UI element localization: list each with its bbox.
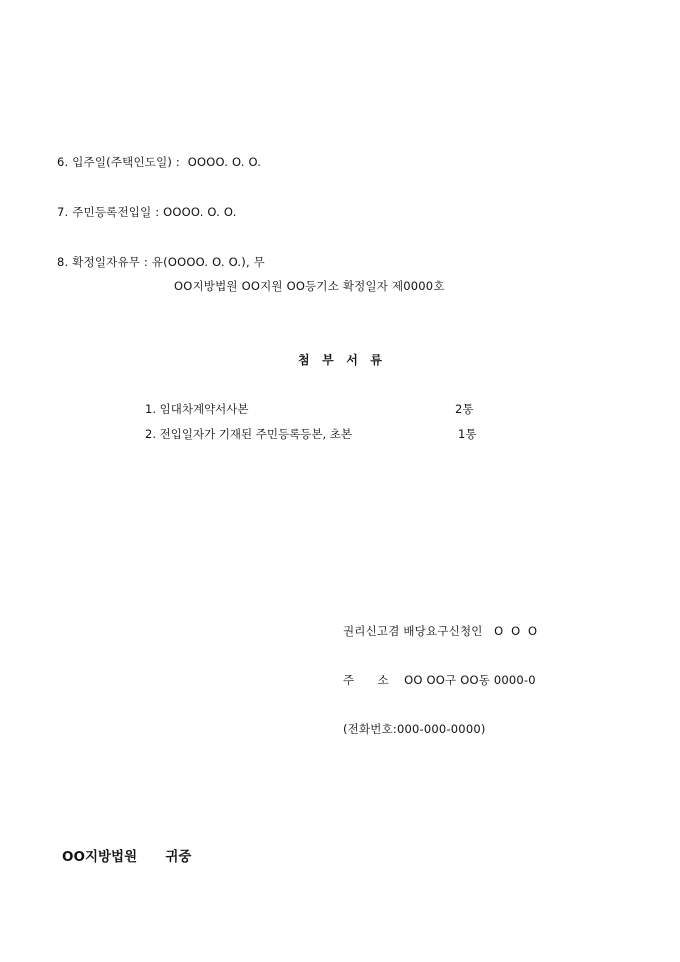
applicant-address-line: 주 소 OO OO구 OO동 0000-0 bbox=[343, 673, 536, 687]
fixed-date-detail-line: OO지방법원 OO지원 OO등기소 확정일자 제0000호 bbox=[174, 279, 445, 293]
attachment-item-count: 2통 bbox=[455, 402, 474, 416]
fixed-date-status-line: 8. 확정일자유무 : 유(OOOO. O. O.), 무 bbox=[57, 255, 265, 269]
resident-registration-date-line: 7. 주민등록전입일 : OOOO. O. O. bbox=[57, 205, 237, 219]
applicant-phone-line: (전화번호:000-000-0000) bbox=[343, 722, 486, 736]
court-addressee: OO지방법원 귀중 bbox=[62, 849, 192, 865]
attachment-item-label: 2. 전입일자가 기재된 주민등록등본, 초본 bbox=[145, 427, 352, 441]
move-in-date-line: 6. 입주일(주택인도일) : OOOO. O. O. bbox=[57, 155, 262, 169]
applicant-role-line: 권리신고겸 배당요구신청인 O O O bbox=[343, 624, 538, 638]
attachment-item-label: 1. 임대차계약서사본 bbox=[145, 402, 249, 416]
attachment-item-count: 1통 bbox=[458, 427, 477, 441]
attachments-title: 첨 부 서 류 bbox=[298, 353, 382, 367]
